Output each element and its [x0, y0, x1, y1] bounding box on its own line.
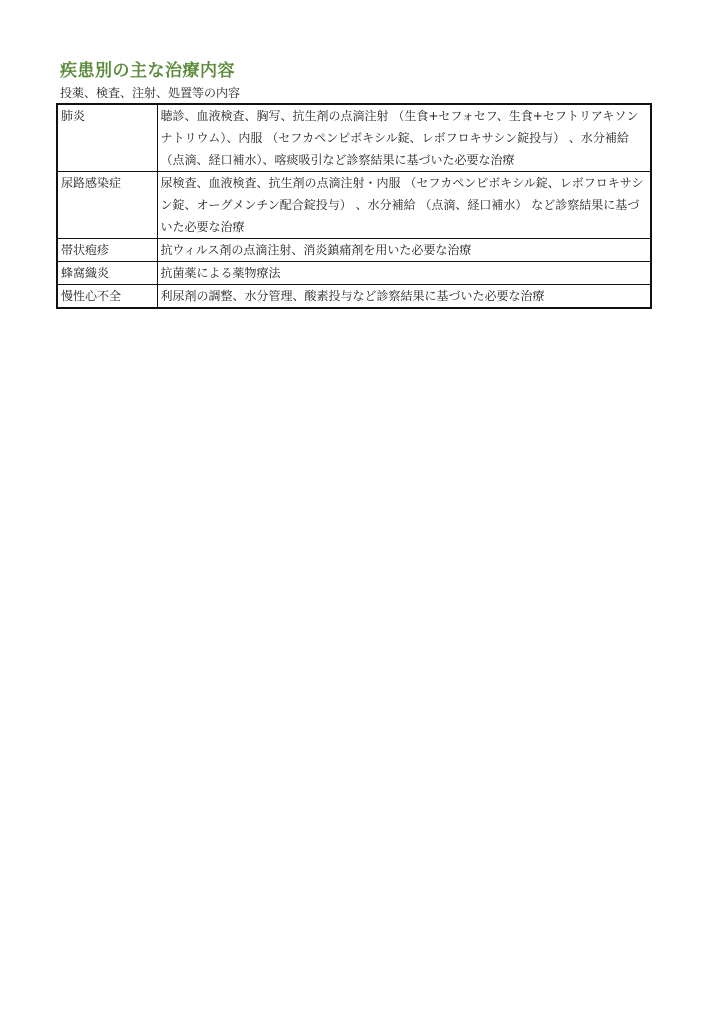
disease-cell: 肺炎	[57, 104, 157, 172]
disease-cell: 蜂窩織炎	[57, 262, 157, 285]
page-subtitle: 投薬、検査、注射、処置等の内容	[60, 86, 241, 100]
disease-cell: 帯状疱疹	[57, 239, 157, 262]
table-row	[57, 172, 651, 239]
treatment-cell: 利尿剤の調整、水分管理、酸素投与など診察結果に基づいた必要な治療	[157, 285, 651, 309]
treatment-cell: 尿検査、血液検査、抗生剤の点滴注射・内服 （セフカペンピボキシル錠、レボフロキサシン錠、オーグメンチン配合錠投与） 、水分補給 （点滴、経口補水） など診察結果に基づいた必要な治療	[157, 172, 651, 239]
page-title: 疾患別の主な治療内容	[60, 61, 235, 81]
table-row	[57, 262, 651, 285]
treatment-cell: 聴診、血液検査、胸写、抗生剤の点滴注射 （生食+セフォセフ、生食+セフトリアキソンナトリウム）、内服 （セフカペンピボキシル錠、レボフロキサシン錠投与） 、水分補給 （点滴、経口補水）、喀痰吸引など診察結果に基づいた必要な治療	[157, 104, 651, 172]
table-row	[57, 104, 651, 172]
disease-cell: 慢性心不全	[57, 285, 157, 309]
treatment-cell: 抗菌薬による薬物療法	[157, 262, 651, 285]
table-row	[57, 285, 651, 309]
table-row	[57, 239, 651, 262]
treatment-table	[56, 103, 652, 309]
treatment-cell: 抗ウィルス剤の点滴注射、消炎鎮痛剤を用いた必要な治療	[157, 239, 651, 262]
disease-cell: 尿路感染症	[57, 172, 157, 239]
